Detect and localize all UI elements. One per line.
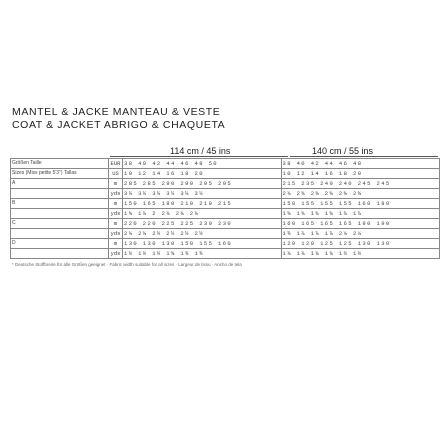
table-row bbox=[11, 179, 440, 189]
width-140-values: 1⅜ 1⅜ 1⅜ 1⅜ 1½ 1½ bbox=[281, 249, 440, 259]
table-row bbox=[11, 189, 440, 199]
row-label bbox=[11, 229, 109, 239]
width-114-values: 130 130 130 150 155 160 bbox=[123, 239, 282, 249]
width-140-values: 2⅜ 2⅝ 2⅝ 2⅝ 2⅝ 2⅝ bbox=[281, 189, 440, 199]
row-label: D bbox=[11, 239, 109, 249]
row-unit: m bbox=[109, 219, 123, 229]
row-unit: EUR bbox=[109, 159, 123, 169]
row-label bbox=[11, 209, 109, 219]
width-140-values: 150 155 155 155 160 180 bbox=[281, 199, 440, 209]
width-114-values: 150 165 180 210 210 215 bbox=[123, 199, 282, 209]
width-114-values: 1½ 1½ 1½ 1⅝ 1¾ 1¾ bbox=[123, 249, 282, 259]
width-114-values: 38 40 42 44 46 48 50 bbox=[123, 159, 282, 169]
width-140-values: 10 12 14 16 18 20 bbox=[281, 169, 440, 179]
row-label: A bbox=[11, 179, 109, 189]
footnote: * Deutsche Stoffbreite für alle Größen geeignet · Fabric width suitable for all sizes · Largeur de tissu · Ancho de tela bbox=[12, 262, 242, 267]
table-row bbox=[11, 159, 440, 169]
width-114-values: 10 12 14 16 18 20 bbox=[123, 169, 282, 179]
row-unit: US bbox=[109, 169, 123, 179]
title-line-2: COAT & JACKET ABRIGO & CHAQUETA bbox=[12, 119, 226, 131]
width-140-values: 215 235 240 240 245 245 bbox=[281, 179, 440, 189]
row-label: Sizes (Miss petite 5'3") Tallas bbox=[11, 169, 109, 179]
table-row bbox=[11, 219, 440, 229]
width-114-values: 2⅜ 2⅜ 2½ 2½ 2½ 2½ bbox=[123, 229, 282, 239]
width-114-values: 285 285 290 290 295 295 bbox=[123, 179, 282, 189]
row-label bbox=[11, 189, 109, 199]
row-unit: m bbox=[109, 179, 123, 189]
fabric-width-114: 114 cm / 45 ins bbox=[170, 146, 231, 156]
width-114-values: 220 220 225 225 230 230 bbox=[123, 219, 282, 229]
table-row bbox=[11, 169, 440, 179]
row-unit: m bbox=[109, 239, 123, 249]
pattern-titles bbox=[12, 106, 440, 131]
row-unit: yds bbox=[109, 229, 123, 239]
width-140-values: 38 40 42 44 46 48 bbox=[281, 159, 440, 169]
row-unit: yds bbox=[109, 189, 123, 199]
fabric-width-rule bbox=[110, 156, 288, 157]
width-114-values: 3¼ 3¼ 3¼ 3¼ 3¼ 3¼ bbox=[123, 189, 282, 199]
width-114-values: 1⅝ 1⅞ 2 2⅜ 2⅜ 2⅜ bbox=[123, 209, 282, 219]
table-row bbox=[11, 229, 440, 239]
title-line-1: MANTEL & JACKE MANTEAU & VESTE bbox=[12, 106, 221, 118]
table-row bbox=[11, 209, 440, 219]
width-140-values: 1¾ 1⅞ 1⅞ 1⅞ 2⅛ 2⅛ bbox=[281, 229, 440, 239]
table-row bbox=[11, 249, 440, 259]
row-label: C bbox=[11, 219, 109, 229]
row-label: Größen Taille bbox=[11, 159, 109, 169]
table-row bbox=[11, 239, 440, 249]
fabric-width-140: 140 cm / 55 ins bbox=[312, 146, 374, 156]
row-label bbox=[11, 249, 109, 259]
row-unit: m bbox=[109, 199, 123, 209]
fabric-width-rule bbox=[290, 156, 438, 157]
row-unit: yds bbox=[109, 249, 123, 259]
row-unit: yds bbox=[109, 209, 123, 219]
width-140-values: 120 120 125 125 130 130 bbox=[281, 239, 440, 249]
row-label: B bbox=[11, 199, 109, 209]
width-140-values: 160 165 165 165 190 190 bbox=[281, 219, 440, 229]
yardage-table bbox=[10, 158, 440, 259]
width-140-values: 1⅝ 1⅝ 1⅝ 1⅝ 1⅞ 1⅞ bbox=[281, 209, 440, 219]
table-row bbox=[11, 199, 440, 209]
